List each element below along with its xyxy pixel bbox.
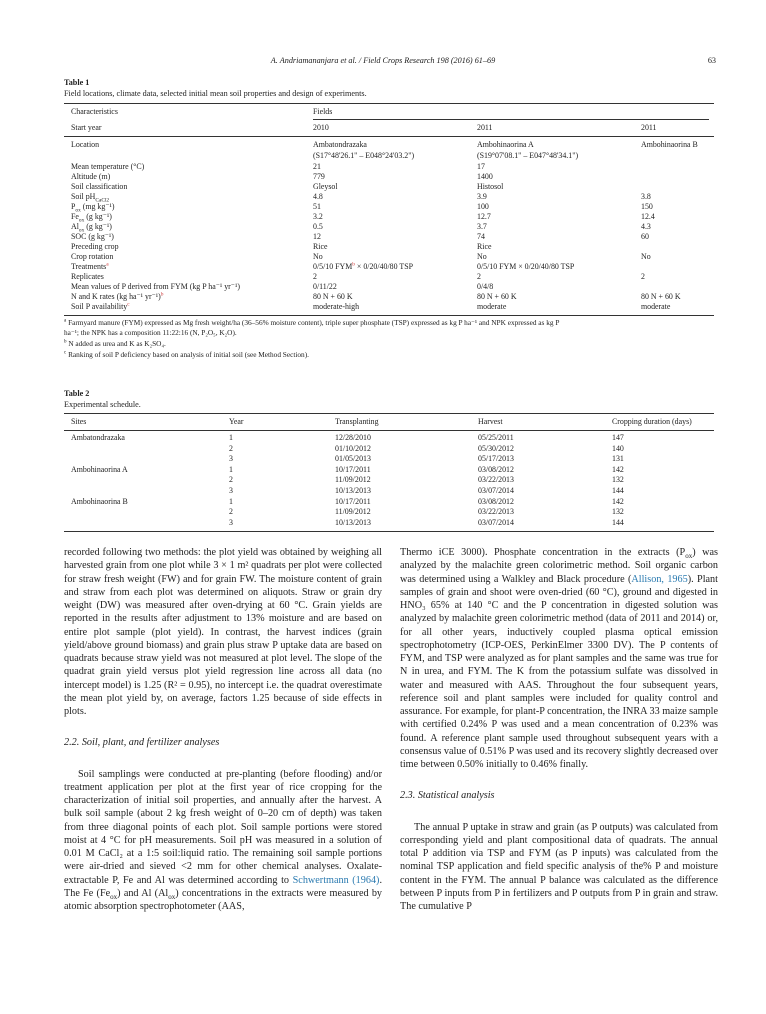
citation-allison[interactable]: Allison, 1965 [631,573,688,585]
table1-cell: 51 [313,201,321,211]
label-subscript: ox [78,227,85,234]
table1-cell: 80 N + 60 K [641,291,681,301]
table1-cell: Histosol [477,181,504,191]
table1-header-characteristics: Characteristics [71,107,118,116]
table1-caption-text: Field locations, climate data, selected initial mean soil properties and design of experiments. [64,89,367,98]
table2-cell: 3 [229,517,233,527]
table1-row-label [71,290,164,302]
paragraph-soil-analyses [64,768,382,914]
table2-cell: 05/25/2011 [478,433,514,442]
table1-caption [64,77,367,99]
table2-cell: 132 [612,507,624,517]
table1-row-label [71,193,109,202]
table1-cell: 2 [477,271,481,281]
table1-cell: 74 [477,231,485,241]
paragraph-yield-methods: recorded following two methods: the plot yield was obtained by weighing all harvested grain from one plot while 3 × 1 m² quadrats per plot were collected for straw fresh weight (FW) and for grain FW. The moisture content of grain and straw from each plot was determined on aliquots. Straw or grain dry weight (DW) was measured after oven-drying at 60 °C. Grain yields are reported in the results after adjustment to 13% moisture and are based on entire plot sample (plot yield). In contrast, the harvest indices (grain yield/above ground biomass) and grain plus straw P uptake data are based on quadrats because straw yield was not measured at plot level. The slope of the quadrat grain yield versus plot yield regression line across all data (no intercept model) is 1.25 (R² = 0.95), no intercept i.e. the quadrat overestimate the mean plot yield by, on average, factors 1.25 because of side effects in plots. [64,547,382,717]
label-text: Al [71,221,79,231]
table1-cell: 4.3 [641,221,651,231]
table1-row-label: Preceding crop [71,241,119,251]
table1-row-label: Replicates [71,271,104,281]
table1-cell: 0/5/10 FYM × 0/20/40/80 TSP [477,261,575,271]
table1-cell: 80 N + 60 K [477,291,517,301]
footnote-a-text-2: ha⁻¹; the NPK has a composition 11:22:16 (N, P₂O₅, K₂O). [64,328,237,338]
section-2-2-heading: 2.2. Soil, plant, and fertilizer analyses [64,737,220,749]
table1-row-label [71,203,115,212]
table1-cell: 12.4 [641,211,655,221]
table1-coords-1: (S17°48'26.1" – E048°24'03.2") [313,151,415,160]
paragraph-statistical-analysis: The annual P uptake in straw and grain (as P outputs) was calculated from corresponding yield and plant compositional data of quadrats. The annual total P addition via TSP and FYM (as P inputs) was calculated from the nominal TSP application and field specific analysis of the% P and moisture content in the FYM. The annual P balance was calculated as the difference between P inputs from P in fertilizers and P outputs from P in grain and straw. The cumulative P [400,821,718,912]
table2-cell: 3 [229,454,233,464]
label-subscript: ox [78,217,85,224]
table1-cell: 2 [313,271,317,281]
table1-footnote-c [64,350,716,360]
table1-cell: 0/4/8 [477,281,494,291]
table1-start-year-label: Start year [71,123,102,132]
table2-header-harvest: Harvest [478,417,503,426]
table1-cell: 60 [641,231,649,241]
table1-location-label: Location [71,140,100,149]
table2-cell: 147 [612,433,624,442]
table1-cell: 3.9 [477,191,487,201]
running-header [0,56,766,70]
table1-footnote-a [64,318,716,338]
label-tail: (mg kg⁻¹) [80,201,115,211]
table1-cell: Rice [477,241,492,251]
text: ). Plant samples of grain and shoot were oven-dried (60 °C), ground and digested in HNO₃ 65% at 140 °C and the P concentration in digested solution was analyzed by malachite green colorimetric method (data of 2011 and 2014) or, for all other years, inductively coupled plasma optical emission spectrophotometry (ICP-OES, PerkinElmer 3300 DV). The P contents of FYM, and TSP were analyzed as for plant samples and the same was true for N in urea, and FYM. The K from the potassium sulfate was dissolved in water and measured with AAS. Throughout the four subsequent years, reference soil and plant samples were included for quality control and assurance. For example, for plant-P concentration, the INRA 33 maize sample with certified 0.24% P was used and a mean concentration of 0.23% was found. A reference plant sample used throughout subsequent years with a consensus value of 0.51% P was used and its recovery slightly decreased over time between 0.50% initially to 0.46% finally. [400,573,718,770]
footnote-marker: a [106,260,109,267]
table1-row-label [71,213,112,222]
table1-cell: No [641,251,651,261]
table2-header-year: Year [229,417,244,426]
page-number: 63 [707,56,716,65]
text: ) concentrations in the extracts were measured by atomic absorption spectrophotometer (AAS, [64,887,383,912]
table2-cell: 11/09/2012 [335,507,371,517]
table2-cell: 131 [612,454,624,464]
table1-fields-rule [313,119,709,120]
table1-cell: Rice [313,241,328,251]
table2-header-rule [64,430,714,431]
table1-cell: 0.5 [313,221,323,231]
label-text: P [71,201,76,211]
table2-cell: 10/17/2011 [335,496,371,506]
table1-footnote-b [64,339,716,349]
table1-cell: 1400 [477,171,493,181]
text: Soil samplings were conducted at pre-planting (before flooding) and/or treatment application per plot at the first year of rice cropping for the characterization of initial soil properties, and annually after the harvest. A bulk soil sample (about 2 kg fresh weight of 0–20 cm of depth) was taken from three diagonal points of each plot. Soil sample portions were stored moist at 4 °C for pH measurements. Soil pH was measured in a solution of 0.01 M CaCl₂ at a 1:5 soil:liquid ratio. The remaining soil sample portions were air-dried and sieved <2 mm for other chemical analyses. Oxalate-extractable P, Fe and Al was determined according to [64,768,382,886]
cell-tail: × 0/20/40/80 TSP [354,261,413,271]
table1-row-label: Mean values of P derived from FYM (kg P ha⁻¹ yr⁻¹) [71,281,240,291]
table2-header-sites: Sites [71,417,87,426]
table1-cell: 100 [477,201,489,211]
right-column [400,546,718,913]
table2-caption-text: Experimental schedule. [64,400,141,409]
table1-cell: 17 [477,161,485,171]
left-column [64,546,382,913]
subscript: ox [168,892,176,901]
section-2-3-heading: 2.3. Statistical analysis [400,790,495,802]
table2-cell: Ambohinaorina A [71,464,128,474]
table1-cell: 3.2 [313,211,323,221]
table1-cell: 3.8 [641,191,651,201]
table1-coords-2: (S19°07'08.1" – E047°48'34.1") [477,151,579,160]
table2-cell: 144 [612,517,624,527]
text: ) was analyzed by the malachite green colorimetric method. Soil organic carbon was determined using a Walkley and Black procedure ( [400,547,718,585]
table2-cell: 10/13/2013 [335,517,371,527]
table2-cell: 144 [612,486,624,495]
footnote-marker: b [160,290,164,297]
table2-cell: 03/22/2013 [478,475,514,485]
footnote-a-text-1: Farmyard manure (FYM) expressed as Mg fresh weight/ha (36–56% moisture content), triple super phosphate (TSP) expressed as kg P ha⁻¹ and NPK expressed as kg P [68,318,560,327]
citation-schwertmann[interactable]: Schwertmann (1964) [292,874,380,886]
table2-cell: 11/09/2012 [335,475,371,485]
table1-cell: Gleysol [313,181,338,191]
table1-cell: 12 [313,231,321,241]
label-text: N and K rates (kg ha⁻¹ yr⁻¹) [71,291,161,301]
subscript: ox [110,892,118,901]
footnote-c-text: Ranking of soil P deficiency based on analysis of initial soil (see Method Section). [68,350,309,359]
table2-cell: 2 [229,507,233,517]
table2-cell: 05/30/2012 [478,443,514,453]
table2-cell: 2 [229,475,233,485]
table2-cell: 1 [229,464,233,474]
footnote-a-marker: a [64,318,67,324]
table1-cell: 0/11/22 [313,281,337,291]
table2-cell: 12/28/2010 [335,433,371,442]
footnote-marker: c [127,300,130,307]
table2-cell: 05/17/2013 [478,454,514,464]
table1-row-label [71,300,130,312]
table1-label: Table 1 [64,78,90,87]
table2-cell: 142 [612,464,624,474]
label-tail: (g kg⁻¹) [84,211,112,221]
table2-cell: 1 [229,496,233,506]
text: Thermo iCE 3000). Phosphate concentration in the extracts (P [400,547,686,558]
table1-cell: No [477,251,487,261]
table2-cell: 132 [612,475,624,485]
table1-cell: moderate [641,301,671,311]
table1-cell: No [313,251,323,261]
table1-row-label: Altitude (m) [71,171,111,181]
table2-cell: 1 [229,433,233,442]
table2-header-duration: Cropping duration (days) [612,417,692,426]
table1-header-fields: Fields [313,107,333,116]
label-text: Fe [71,211,79,221]
table1-row-label: SOC (g kg⁻¹) [71,231,114,241]
paragraph-analyses-continued [400,546,718,771]
table1-cell: 21 [313,161,321,171]
table1-cell: 150 [641,201,653,211]
table2-caption [64,388,141,410]
footnote-marker: b [352,260,355,267]
table2-cell: 01/05/2013 [335,454,371,464]
table2-header-transplanting: Transplanting [335,417,379,426]
table2-cell: Ambatondrazaka [71,433,125,442]
footnote-b-marker: b [64,339,67,345]
table2-cell: 03/07/2014 [478,486,514,495]
table1-row-label [71,260,109,272]
table1-row-label: Mean temperature (°C) [71,161,145,171]
table2-cell: 140 [612,443,624,453]
table1-cell: moderate-high [313,301,360,311]
table2-cell: 142 [612,496,624,506]
table1-bottom-rule [64,315,714,316]
footnote-c-marker: c [64,350,67,356]
table2-cell: 03/07/2014 [478,517,514,527]
table1-row-label: Crop rotation [71,251,114,261]
cell-text: 0/5/10 FYM [313,261,353,271]
table2-cell: 10/17/2011 [335,464,371,474]
table1-year-2: 2011 [477,123,493,132]
table2-top-rule [64,413,714,414]
table1-cell: 80 N + 60 K [313,291,353,301]
table2-cell: 03/08/2012 [478,496,514,506]
table1-cell: moderate [477,301,507,311]
table1-cell [313,260,413,272]
table1-cell: 12.7 [477,211,491,221]
table1-year-3: 2011 [641,123,657,132]
table1-location-1: Ambatondrazaka [313,140,367,149]
table1-header-rule [64,136,714,137]
table2-bottom-rule [64,531,714,532]
table1-year-1: 2010 [313,123,329,132]
table2-cell: 03/22/2013 [478,507,514,517]
label-subscript: CaCl2 [95,197,110,204]
table1-cell: 4.8 [313,191,323,201]
subscript: ox [685,552,693,561]
label-subscript: ox [75,207,81,214]
text: ) and Al (Al [117,887,169,899]
label-text: Soil P availability [71,301,128,311]
label-text: Treatments [71,261,107,271]
footnote-b-text: N added as urea and K as K₂SO₄. [68,339,166,348]
table2-cell: 2 [229,443,233,453]
label-text: Soil pH [71,191,96,201]
table2-cell: 01/10/2012 [335,443,371,453]
table2-cell: 3 [229,486,233,495]
table2-cell: Ambohinaorina B [71,496,128,506]
label-tail: (g kg⁻¹) [84,221,112,231]
table1-cell: 2 [641,271,645,281]
table2-cell: 03/08/2012 [478,464,514,474]
table1-location-3: Ambohinaorina B [641,140,698,149]
text: . The Fe (Fe [64,874,382,899]
journal-citation: A. Andriamananjara et al. / Field Crops Research 198 (2016) 61–69 [270,56,496,65]
table1-cell: 3.7 [477,221,487,231]
table2-cell: 10/13/2013 [335,486,371,495]
table1-location-2: Ambohinaorina A [477,140,534,149]
table1-row-label: Soil classification [71,181,128,191]
table2-label: Table 2 [64,389,90,398]
table1-cell: 779 [313,171,325,181]
table1-row-label [71,223,112,232]
table1-top-rule [64,103,714,104]
